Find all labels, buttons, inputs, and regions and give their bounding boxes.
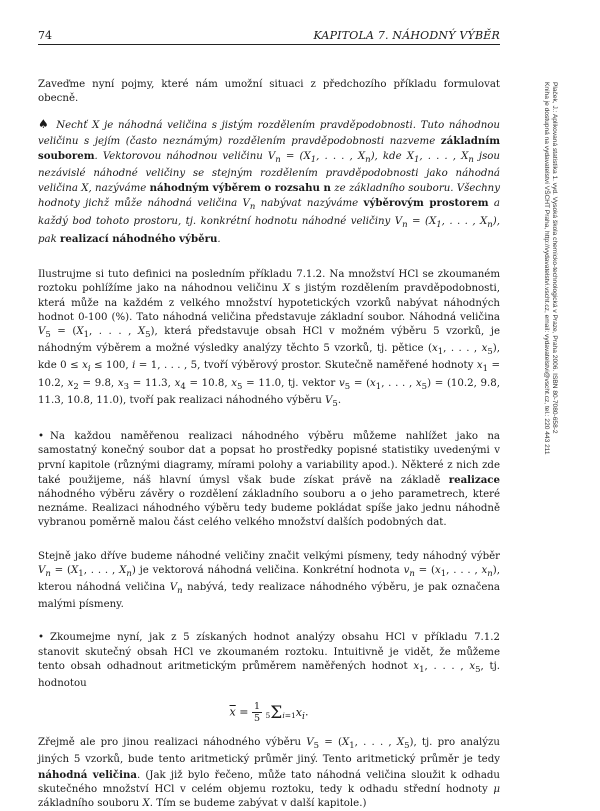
bullet-icon: • — [38, 632, 45, 644]
page-header — [38, 29, 500, 45]
paragraph-conclusion: Zřejmě ale pro jinou realizaci náhodného výběru $V_5 = (X_1$, . . . , $X_5$), tj. pro analýzu jiných 5 vzorků, bude tento aritmetický průměr jiný. Tento aritmetický průměr je tedy náhodná veličina. (Jak již bylo řečeno, může tato náhodná veličina sloužit k odhadu skutečného množství HCl v celém objemu roztoku, tedy k odhadu střední hodnoty μ základního souboru X. Tím se budeme zabývat v další kapitole.) — [38, 737, 500, 810]
paragraph-notation: Stejně jako dříve budeme náhodné veličiny značit velkými písmeny, tedy náhodný výběr $V_n = (X_1$, . . . , $X_n$) je vektorová náhodná veličina. Konkrétní hodnota $v_n = (x_1$, . . . , $x_n$), kterou náhodná veličina $V_n$ nabývá, tedy realizace náhodného výběru, je pak označena malými písmeny. — [38, 550, 500, 611]
spade-icon: ♠ — [38, 117, 51, 132]
page-number: 74 — [38, 29, 52, 42]
bullet-icon: • — [38, 431, 45, 443]
mean-formula: $\overline{x}$ = $\frac{1}{5}$ $5\Sigma i=1x_i$. — [229, 701, 309, 725]
paragraph-intro: Zaveďme nyní pojmy, které nám umožní situaci z předchozího příkladu formulovat obecně. — [38, 79, 500, 105]
paragraph-bullet-1: • Na každou naměřenou realizaci náhodného výběru můžeme nahlížet jako na samostatný konečný soubor dat a popsat ho prostředky popisné statistiky uvedenými v první kapitole (různými diagramy, mírami polohy a variability apod.). Některé z nich zde také použijeme, náš hlavní úmysl však bude získat právě na základě realizace náhodného výběru závěry o rozdělení základního souboru a o jeho parametrech, které neznáme. Realizaci náhodného výběru tedy budeme pokládat spíše jako jednu náhodně vybranou poměrně malou část celého velkého množství dalších podobných dat. — [38, 431, 500, 529]
side-citation — [524, 82, 558, 522]
citation-line-1: Plaček, J.: Aplikovaná statistika 1. vyd. Vysoká škola chemicko-technologická v Praze, Praha 2006. ISBN 80-7080-658-2 — [551, 82, 558, 434]
chapter-title: KAPITOLA 7. NÁHODNÝ VÝBĚR — [313, 29, 500, 42]
paragraph-bullet-2: • Zkoumejme nyní, jak z 5 získaných hodnot analýzy obsahu HCl v příkladu 7.1.2 stanovit skutečný obsah HCl ve zkoumaném roztoku. Intuitivně je vidět, že můžeme tento obsah odhadnout aritmetickým průměrem naměřených hodnot $x_1$, . . . , $x_5$, tj. hodnotou — [38, 632, 500, 690]
body-text — [38, 78, 500, 811]
paragraph-illustration: Ilustrujme si tuto definici na posledním příkladu 7.1.2. Na množství HCl se zkoumaném roztoku pohlížíme jako na náhodnou veličinu X s jistým rozdělením pravděpodobnosti, která může na každém z velkého množství hypotetických vzorků nabývat náhodných hodnot 0-100 (%). Tato náhodná veličina představuje základní soubor. Náhodná veličina $V_5 = (X_1$, . . . , $X_5$), která představuje obsah HCl v možném výběru 5 vzorků, je náhodným výběrem a možné výsledky analýzy těchto 5 vzorků, tj. pětice ($x_1$, . . . , $x_5$), kde $0 \le x_i \le 100$, i = 1, . . . , 5, tvoří výběrový prostor. Skutečně naměřené hodnoty $x_1 = 10.2$, $x_2 = 9.8$, $x_3 = 11.3$, $x_4 = 10.8$, $x_5 = 11.0$, tj. vektor $v_5 = (x_1$, . . . , $x_5) = (10.2$, 9.8, 11.3, 10.8, 11.0), tvoří pak realizaci náhodného výběru $V_5$. — [38, 269, 501, 409]
header-rule — [38, 44, 500, 45]
citation-line-2: Kniha je dostupná na vydavatelství VŠCHT Praha, http://vydavatelstvi.vscht.cz, email: vydavatelstvi@vscht.cz, tel.: 220 443 211 — [542, 82, 550, 455]
paragraph-definition: ♠ Nechť X je náhodná veličina s jistým rozdělením pravděpodobnosti. Tuto náhodnou veličinu s jejím (často neznámým) rozdělením pravděpodobnosti nazveme základním souborem. Vektorovou náhodnou veličinu $V_n = (X_1$, . . . , $X_n$), kde $X_1$, . . . , $X_n$ jsou nezávislé náhodné veličiny se stejným rozdělením pravděpodobnosti jako náhodná veličina X, nazýváme náhodným výběrem o rozsahu n ze základního souboru. Všechny hodnoty jichž může náhodná veličina $V_n$ nabývat nazýváme výběrovým prostorem a každý bod tohoto prostoru, tj. konkrétní hodnotu náhodné veličiny $V_n = (X_1$, . . . , $X_n$), pak realizací náhodného výběru. — [38, 117, 500, 245]
